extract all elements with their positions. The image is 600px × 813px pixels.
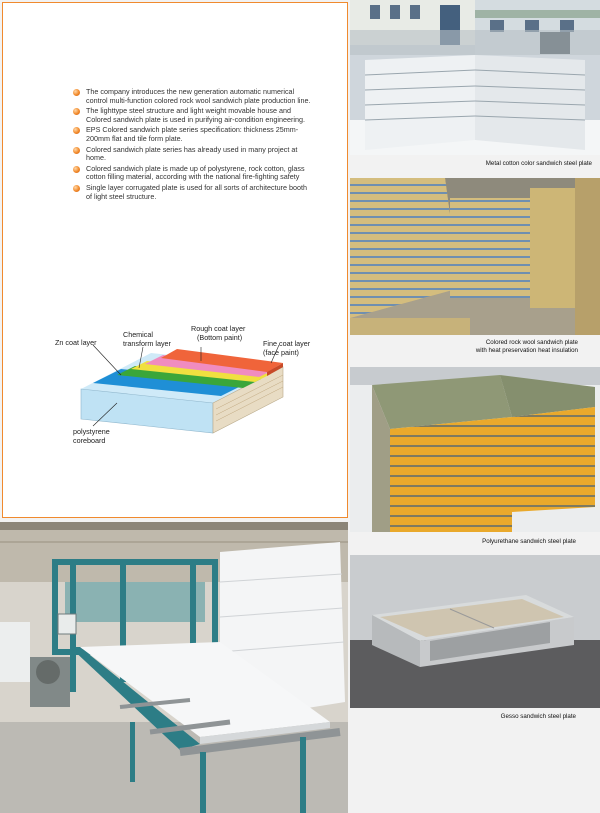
list-item-text: The lighttype steel structure and light weight movable house and Colored sandwich plate is used in purifying air-condition engineering. [86, 106, 305, 124]
rock-wool-stacks-image [350, 178, 600, 335]
caption-text: Gesso sandwich steel plate [500, 713, 576, 720]
list-item [73, 107, 313, 124]
caption-text: Colored rock wool sandwich plate [485, 339, 578, 346]
list-item-text: The company introduces the new generation automatic numerical control multi-function colored rock wool sandwich plate production line. [86, 87, 311, 105]
feature-list [73, 88, 313, 203]
metal-cotton-panel-photo [350, 0, 600, 155]
bullet-icon [73, 185, 80, 192]
core-board-label [73, 428, 110, 445]
warehouse-panels-image [350, 0, 600, 155]
product-description-panel [2, 2, 348, 518]
list-item-text: EPS Colored sandwich plate series specification: thickness 25mm-200mm flat and tile form plate. [86, 125, 299, 143]
list-item [73, 88, 313, 105]
gesso-panel-photo [350, 555, 600, 708]
list-item [73, 165, 313, 182]
bullet-icon [73, 89, 80, 96]
label-text: Rough coat layer [191, 324, 246, 333]
caption-text: Metal cotton color sandwich steel plate [485, 160, 592, 167]
label-text: coreboard [73, 435, 106, 445]
list-item [73, 126, 313, 143]
polyurethane-panel-photo [350, 367, 600, 532]
polyurethane-stacks-image [350, 367, 600, 532]
production-line-photo [0, 522, 348, 813]
list-item [73, 146, 313, 163]
polyurethane-caption [360, 538, 576, 546]
caption-text: Polyurethane sandwich steel plate [482, 538, 576, 545]
label-text: (Bottom paint) [197, 332, 243, 342]
list-item-text: Colored sandwich plate is made up of polystyrene, rock cotton, glass cotton filling material, according with the national fire-fighting safety [86, 163, 305, 182]
gesso-panel-image [350, 555, 600, 708]
fine-coat-label [263, 340, 310, 357]
label-text: Chemical transform layer [123, 330, 171, 348]
bullet-icon [73, 127, 80, 134]
layer-structure-diagram [51, 323, 321, 453]
label-text: Fine coat layer [263, 339, 311, 348]
list-item-text: Single layer corrugated plate is used for all sorts of architecture booth of light steel structure. [86, 182, 307, 201]
label-text: (face paint) [263, 347, 299, 357]
bullet-icon [73, 147, 80, 154]
label-text: polystyrene [73, 427, 110, 436]
gesso-caption [360, 713, 576, 721]
list-item-text: Colored sandwich plate series has already used in many project at home. [86, 144, 298, 163]
zn-coat-label [55, 339, 97, 348]
production-line-image [0, 522, 348, 813]
bullet-icon [73, 166, 80, 173]
chemical-layer-label [123, 331, 185, 348]
label-text: Zn coat layer [55, 338, 97, 347]
bullet-icon [73, 108, 80, 115]
list-item [73, 184, 313, 201]
rock-wool-panel-photo [350, 178, 600, 335]
caption-text: with heat preservation heat insulation [475, 347, 578, 354]
rough-coat-label [191, 325, 245, 342]
metal-cotton-caption [360, 160, 592, 168]
rock-wool-caption [360, 339, 578, 355]
